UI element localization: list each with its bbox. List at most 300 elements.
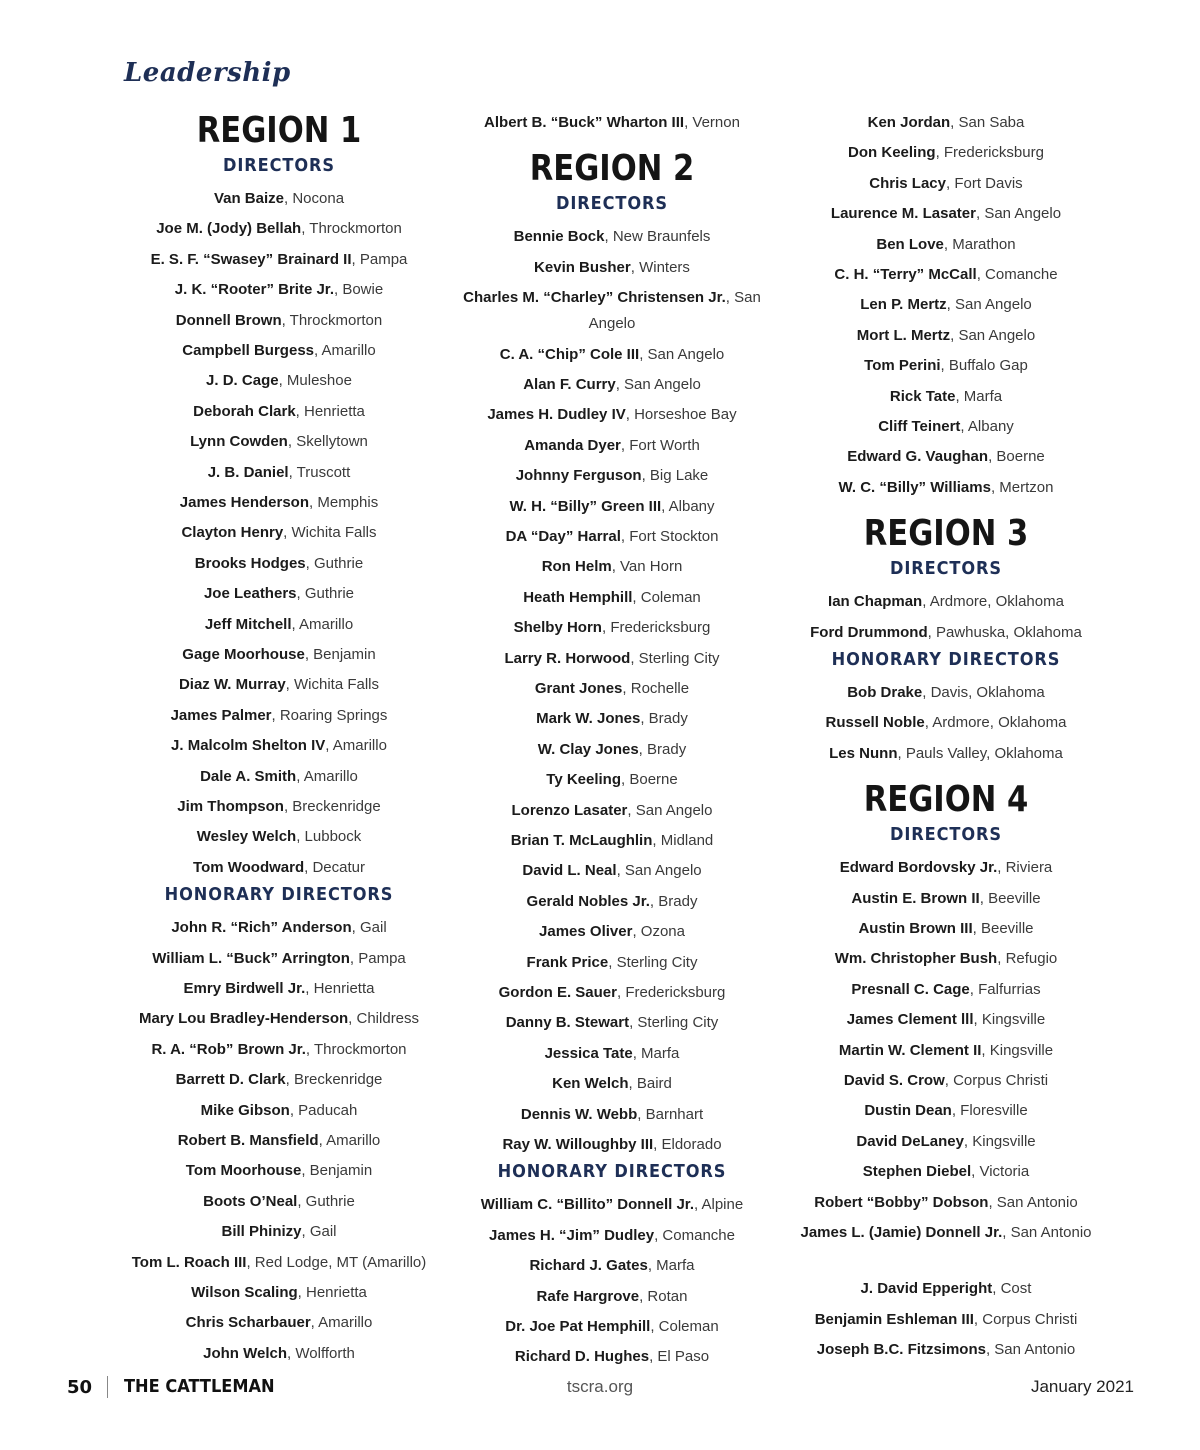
director-entry — [104, 581, 454, 607]
director-name: Austin Brown III — [858, 920, 973, 937]
director-entry — [771, 1098, 1121, 1124]
director-entry — [771, 1276, 1121, 1302]
director-location: , Amarillo — [318, 1132, 381, 1149]
director-entry — [437, 224, 787, 250]
director-entry — [771, 1307, 1121, 1333]
director-location: , Wichita Falls — [285, 676, 380, 694]
director-entry — [104, 1280, 454, 1306]
director-entry — [104, 946, 454, 972]
director-entry — [104, 855, 454, 881]
director-location: , Marfa — [632, 1044, 680, 1062]
director-name: Cliff Teinert — [878, 418, 961, 435]
director-entry — [437, 1010, 787, 1036]
director-location: , Midland — [652, 832, 714, 849]
director-name: Les Nunn — [829, 744, 898, 762]
director-location: , Fredericksburg — [935, 144, 1044, 162]
director-entry — [437, 1192, 787, 1218]
director-entry — [437, 255, 787, 281]
director-entry — [437, 737, 787, 763]
director-location: , Truscott — [288, 463, 351, 481]
director-name: Charles M. “Charley” Christensen Jr. — [463, 289, 726, 307]
director-location: , Sterling City — [629, 1014, 719, 1032]
director-entry — [104, 247, 454, 273]
director-name: Gordon E. Sauer — [498, 984, 617, 1001]
director-location: , Amarillo — [314, 342, 376, 359]
director-name: Amanda Dyer — [524, 436, 621, 454]
section-subheading: HONORARY DIRECTORS — [497, 1161, 727, 1183]
director-location: , Benjamin — [304, 646, 376, 663]
director-location: , Pampa — [349, 949, 406, 967]
director-name: Robert B. Mansfield — [177, 1132, 319, 1149]
director-entry — [437, 372, 787, 398]
director-name: J. Malcolm Shelton IV — [171, 737, 326, 755]
director-location: , Gail — [351, 919, 387, 937]
director-entry — [437, 110, 787, 136]
director-entry — [437, 433, 787, 459]
director-location: , Comanche — [654, 1226, 735, 1244]
director-entry — [771, 110, 1121, 136]
director-name: Larry R. Horwood — [504, 649, 631, 667]
director-name: Tom Perini — [864, 357, 941, 375]
director-name: John R. “Rich” Anderson — [171, 919, 352, 937]
director-location: , Benjamin — [301, 1162, 373, 1180]
director-entry — [104, 490, 454, 516]
director-name: James H. Dudley IV — [487, 406, 626, 424]
director-location: , Kingsville — [981, 1041, 1054, 1059]
director-entry — [104, 1310, 454, 1336]
director-name: Mark W. Jones — [536, 710, 641, 728]
director-location: , Albany — [661, 497, 715, 515]
director-name: Edward G. Vaughan — [847, 448, 989, 466]
director-name: James L. (Jamie) Donnell Jr. — [800, 1224, 1003, 1241]
director-location: , Cost — [992, 1280, 1032, 1298]
director-location: , Amarillo — [291, 615, 354, 633]
director-location: , Pawhuska, Oklahoma — [927, 623, 1082, 641]
director-name: David L. Neal — [522, 862, 617, 880]
director-name: Ian Chapman — [828, 593, 923, 611]
page-number: 50 — [67, 1377, 93, 1398]
director-entry — [437, 1314, 787, 1340]
director-name: William C. “Billito” Donnell Jr. — [480, 1196, 694, 1214]
director-location: , San Angelo — [627, 801, 713, 819]
director-entry — [104, 672, 454, 698]
director-entry — [771, 1129, 1121, 1155]
director-name: Johnny Ferguson — [515, 467, 642, 485]
director-name: Wilson Scaling — [191, 1284, 298, 1301]
director-name: Ray W. Willoughby III — [502, 1136, 654, 1153]
director-location: , Coleman — [650, 1318, 719, 1335]
director-location: , Buffalo Gap — [940, 357, 1028, 375]
director-name: Don Keeling — [848, 144, 936, 162]
director-entry — [104, 520, 454, 546]
director-name: Dr. Joe Pat Hemphill — [505, 1318, 651, 1335]
director-entry — [771, 201, 1121, 227]
director-name: Len P. Mertz — [860, 296, 947, 314]
director-name: Benjamin Eshleman III — [814, 1310, 974, 1328]
director-location: , San Angelo — [975, 205, 1062, 223]
director-entry — [104, 277, 454, 303]
director-entry — [771, 232, 1121, 258]
director-name: C. A. “Chip” Cole III — [499, 345, 640, 363]
director-location: , Memphis — [309, 494, 379, 511]
director-location: , Kingsville — [973, 1011, 1046, 1029]
director-location: , Corpus Christi — [973, 1310, 1078, 1328]
director-location: , Sterling City — [630, 649, 720, 667]
director-entry — [771, 475, 1121, 501]
director-name: Brooks Hodges — [194, 554, 306, 572]
director-name: Rafe Hargrove — [536, 1287, 640, 1305]
director-name: Ty Keeling — [546, 771, 622, 789]
director-name: Mort L. Mertz — [856, 326, 951, 344]
director-entry — [771, 946, 1121, 972]
director-location: , Marfa — [955, 387, 1003, 405]
director-name: Brian T. McLaughlin — [510, 832, 653, 849]
director-location: , Victoria — [971, 1163, 1030, 1181]
director-location: , Boerne — [621, 771, 678, 789]
director-name: Laurence M. Lasater — [830, 205, 976, 223]
director-location: , San Antonio — [988, 1193, 1078, 1211]
director-location: , Van Horn — [611, 558, 683, 576]
director-location: , Pauls Valley, Oklahoma — [897, 744, 1063, 762]
director-entry — [437, 889, 787, 915]
director-name: Frank Price — [526, 953, 609, 971]
director-location: , Nocona — [284, 190, 345, 207]
director-location: , San Angelo — [616, 862, 702, 880]
director-name: Boots O’Neal — [203, 1192, 298, 1210]
director-name: Ken Jordan — [867, 114, 951, 131]
director-location: , Decatur — [304, 858, 365, 876]
director-entry — [104, 460, 454, 486]
director-location: , Red Lodge, MT (Amarillo) — [246, 1253, 427, 1271]
director-entry — [104, 1219, 454, 1245]
director-location: , Throckmorton — [301, 220, 402, 238]
director-entry — [771, 292, 1121, 318]
director-location: , Alpine — [694, 1196, 744, 1214]
issue-date: January 2021 — [1030, 1377, 1134, 1396]
director-name: Deborah Clark — [193, 402, 296, 420]
director-name: Tom L. Roach III — [131, 1253, 247, 1271]
director-location: , Roaring Springs — [271, 706, 388, 724]
director-location: , Henrietta — [305, 980, 375, 997]
director-name: Ken Welch — [552, 1075, 629, 1093]
director-entry — [104, 1037, 454, 1063]
director-entry — [104, 1098, 454, 1124]
director-name: Shelby Horn — [513, 619, 602, 637]
director-name: Dustin Dean — [864, 1102, 952, 1120]
director-entry — [104, 915, 454, 941]
director-entry — [437, 798, 787, 824]
director-entry — [437, 1344, 787, 1370]
director-location: , Fredericksburg — [616, 984, 726, 1001]
director-entry — [771, 886, 1121, 912]
director-location: , Ozona — [632, 923, 685, 941]
director-name: Lynn Cowden — [190, 433, 288, 451]
director-location: , Barnhart — [637, 1105, 704, 1123]
director-entry — [104, 1189, 454, 1215]
director-entry — [771, 855, 1121, 881]
director-location: , Amarillo — [296, 767, 358, 785]
director-entry — [104, 642, 454, 668]
director-name: Ford Drummond — [810, 623, 928, 641]
director-name: Emry Birdwell Jr. — [183, 980, 306, 997]
director-entry — [771, 741, 1121, 767]
director-entry — [771, 1190, 1121, 1216]
director-location: , Mertzon — [990, 478, 1054, 496]
director-entry — [437, 646, 787, 672]
region-heading: REGION 2 — [529, 148, 695, 190]
director-name: Edward Bordovsky Jr. — [839, 859, 998, 877]
director-entry — [771, 977, 1121, 1003]
director-location: , Wolfforth — [287, 1344, 355, 1362]
director-name: Heath Hemphill — [523, 588, 633, 606]
region-heading: REGION 4 — [863, 779, 1029, 821]
director-name: James Henderson — [179, 494, 310, 511]
footer-url: tscra.org — [566, 1377, 634, 1396]
director-location: , Throckmorton — [281, 311, 383, 329]
director-location: , Wichita Falls — [283, 524, 377, 542]
director-location: , Guthrie — [305, 554, 364, 572]
director-location: , Pampa — [351, 250, 408, 268]
director-location: , Rotan — [639, 1287, 688, 1305]
director-location: , San Angelo — [946, 296, 1032, 314]
director-name: J. K. “Rooter” Brite Jr. — [174, 281, 334, 299]
director-name: James Clement lll — [846, 1011, 974, 1029]
director-name: Chris Lacy — [869, 174, 946, 192]
director-location: , Bowie — [334, 281, 384, 299]
director-location: , Falfurrias — [969, 980, 1041, 998]
director-name: Joe Leathers — [203, 585, 297, 603]
director-name: Jessica Tate — [544, 1044, 633, 1062]
director-location: , Baird — [628, 1075, 672, 1093]
director-location: , Albany — [960, 418, 1014, 435]
director-name: Donnell Brown — [175, 311, 282, 329]
director-name: David DeLaney — [856, 1132, 964, 1150]
director-location: , Gail — [301, 1223, 337, 1241]
director-entry — [771, 1159, 1121, 1185]
section-subheading: DIRECTORS — [556, 193, 668, 215]
director-name: Barrett D. Clark — [175, 1071, 286, 1089]
director-entry — [104, 551, 454, 577]
director-location: , Breckenridge — [285, 1071, 383, 1089]
director-location: , Eldorado — [653, 1136, 722, 1153]
director-name: J. B. Daniel — [207, 463, 289, 481]
director-entry — [437, 980, 787, 1006]
director-location: , Comanche — [976, 266, 1058, 283]
director-entry — [437, 1132, 787, 1158]
director-entry — [437, 1223, 787, 1249]
director-entry — [104, 1158, 454, 1184]
director-location: , Winters — [630, 258, 690, 276]
director-entry — [771, 353, 1121, 379]
director-name: Jeff Mitchell — [204, 615, 292, 633]
director-entry — [771, 1337, 1121, 1363]
director-name: J. D. Cage — [206, 372, 279, 390]
director-entry — [771, 1220, 1121, 1246]
director-entry — [104, 308, 454, 334]
director-entry — [104, 976, 454, 1002]
director-entry — [104, 399, 454, 425]
director-name: Bennie Bock — [513, 228, 605, 246]
director-entry — [104, 186, 454, 212]
director-name: Wesley Welch — [196, 828, 297, 846]
region-heading: REGION 1 — [196, 110, 362, 151]
director-entry — [437, 524, 787, 550]
magazine-name: THE CATTLEMAN — [124, 1376, 275, 1397]
director-name: J. David Epperight — [860, 1280, 993, 1298]
director-name: John Welch — [203, 1344, 288, 1362]
director-name: Mary Lou Bradley-Henderson — [138, 1010, 349, 1028]
director-location: , San Antonio — [985, 1341, 1076, 1359]
director-entry — [771, 589, 1121, 615]
director-location: , Marathon — [943, 235, 1016, 253]
director-name: Albert B. “Buck” Wharton III — [484, 114, 685, 131]
director-entry — [771, 140, 1121, 166]
director-location: , Sterling City — [608, 953, 698, 971]
director-location: , Davis, Oklahoma — [922, 684, 1045, 701]
director-name: Joe M. (Jody) Bellah — [156, 220, 302, 238]
director-name: Rick Tate — [889, 387, 956, 405]
director-location: , Brady — [638, 740, 687, 758]
director-location: , Henrietta — [295, 402, 365, 420]
director-location: , Fort Davis — [946, 174, 1023, 192]
director-name: Bill Phinizy — [221, 1223, 302, 1241]
director-name: W. C. “Billy” Williams — [838, 478, 991, 496]
director-location: , Guthrie — [297, 1192, 355, 1210]
director-entry — [771, 262, 1121, 288]
director-name: David S. Crow — [843, 1072, 945, 1089]
director-entry — [104, 1250, 454, 1276]
director-entry — [437, 676, 787, 702]
director-name: C. H. “Terry” McCall — [834, 266, 977, 283]
director-name: Ron Helm — [541, 558, 612, 576]
director-entry — [437, 950, 787, 976]
director-location: , Brady — [649, 892, 698, 910]
director-name: Ben Love — [876, 235, 944, 253]
director-name: William L. “Buck” Arrington — [152, 949, 350, 967]
director-name: Alan F. Curry — [523, 376, 616, 393]
director-name: Danny B. Stewart — [505, 1014, 630, 1032]
director-name: Tom Woodward — [193, 858, 305, 876]
director-entry — [437, 1102, 787, 1128]
director-name: Diaz W. Murray — [178, 676, 286, 694]
director-entry — [771, 384, 1121, 410]
director-location: , Throckmorton — [305, 1040, 407, 1058]
director-name: Bob Drake — [847, 684, 923, 701]
director-name: Clayton Henry — [181, 524, 284, 542]
director-entry — [104, 1067, 454, 1093]
section-subheading: HONORARY DIRECTORS — [164, 884, 394, 906]
director-entry — [771, 620, 1121, 646]
director-name: Gerald Nobles Jr. — [526, 892, 650, 910]
director-name: Jim Thompson — [177, 798, 284, 815]
director-name: Kevin Busher — [534, 258, 631, 276]
director-name: E. S. F. “Swasey” Brainard II — [150, 250, 352, 268]
director-name: Russell Noble — [825, 714, 925, 732]
director-location: , San Angelo — [950, 326, 1036, 344]
director-location: , Amarillo — [310, 1314, 373, 1332]
director-entry — [437, 615, 787, 641]
director-name: Campbell Burgess — [182, 342, 315, 359]
director-location: , Fredericksburg — [601, 619, 711, 637]
director-entry — [437, 1071, 787, 1097]
director-entry — [437, 554, 787, 580]
director-entry — [771, 444, 1121, 470]
director-entry — [437, 858, 787, 884]
director-location: , Marfa — [647, 1257, 695, 1275]
director-location: , Ardmore, Oklahoma — [922, 593, 1064, 611]
director-entry — [437, 828, 787, 854]
director-location: , Muleshoe — [278, 372, 352, 390]
director-location: , Fort Stockton — [620, 528, 719, 545]
director-name: Grant Jones — [534, 680, 623, 697]
director-name: Richard D. Hughes — [514, 1348, 650, 1366]
section-subheading: DIRECTORS — [890, 558, 1002, 580]
director-entry — [104, 764, 454, 790]
director-entry — [104, 612, 454, 638]
director-name: Martin W. Clement II — [838, 1041, 982, 1059]
director-name: Dennis W. Webb — [520, 1105, 638, 1123]
director-entry — [104, 1128, 454, 1154]
director-location: , Fort Worth — [620, 436, 700, 454]
director-entry — [771, 414, 1121, 440]
section-subheading: DIRECTORS — [890, 824, 1002, 846]
director-location: , Boerne — [988, 448, 1045, 466]
director-entry — [104, 733, 454, 759]
director-entry — [104, 368, 454, 394]
director-name: Wm. Christopher Bush — [834, 950, 998, 968]
director-entry — [437, 342, 787, 368]
director-entry — [437, 463, 787, 489]
director-name: W. Clay Jones — [537, 740, 639, 758]
director-location: , San Angelo — [615, 376, 701, 393]
director-location: , Ardmore, Oklahoma — [924, 714, 1067, 732]
director-entry — [104, 429, 454, 455]
director-location: , New Braunfels — [604, 228, 711, 246]
director-entry — [104, 1341, 454, 1367]
director-location: , Beeville — [979, 889, 1041, 907]
director-name: W. H. “Billy” Green III — [509, 497, 662, 515]
director-entry — [104, 794, 454, 820]
director-location: , Childress — [348, 1010, 420, 1028]
director-location: , Paducah — [289, 1101, 358, 1119]
director-location: , Amarillo — [325, 737, 387, 755]
director-name: James H. “Jim” Dudley — [489, 1226, 655, 1244]
director-location: , Skellytown — [287, 433, 368, 451]
director-name: Tom Moorhouse — [185, 1162, 302, 1180]
director-entry — [771, 1038, 1121, 1064]
director-name: R. A. “Rob” Brown Jr. — [151, 1040, 306, 1058]
director-entry — [771, 1007, 1121, 1033]
director-location: , Riviera — [997, 859, 1053, 877]
director-entry — [771, 171, 1121, 197]
director-name: Austin E. Brown II — [851, 889, 980, 907]
director-entry — [104, 824, 454, 850]
director-location: , Rochelle — [622, 680, 690, 697]
director-entry — [104, 1006, 454, 1032]
director-location: , Lubbock — [296, 828, 362, 846]
director-location: , Big Lake — [641, 467, 709, 485]
director-entry — [437, 919, 787, 945]
director-location: , San Antonio — [1002, 1224, 1092, 1241]
director-entry — [771, 710, 1121, 736]
director-location: , Corpus Christi — [944, 1072, 1049, 1089]
director-location: , Kingsville — [963, 1132, 1036, 1150]
director-location: , Breckenridge — [283, 798, 381, 815]
director-location: , Beeville — [972, 920, 1034, 937]
director-entry — [104, 338, 454, 364]
director-entry — [437, 402, 787, 428]
region-heading: REGION 3 — [863, 513, 1029, 555]
